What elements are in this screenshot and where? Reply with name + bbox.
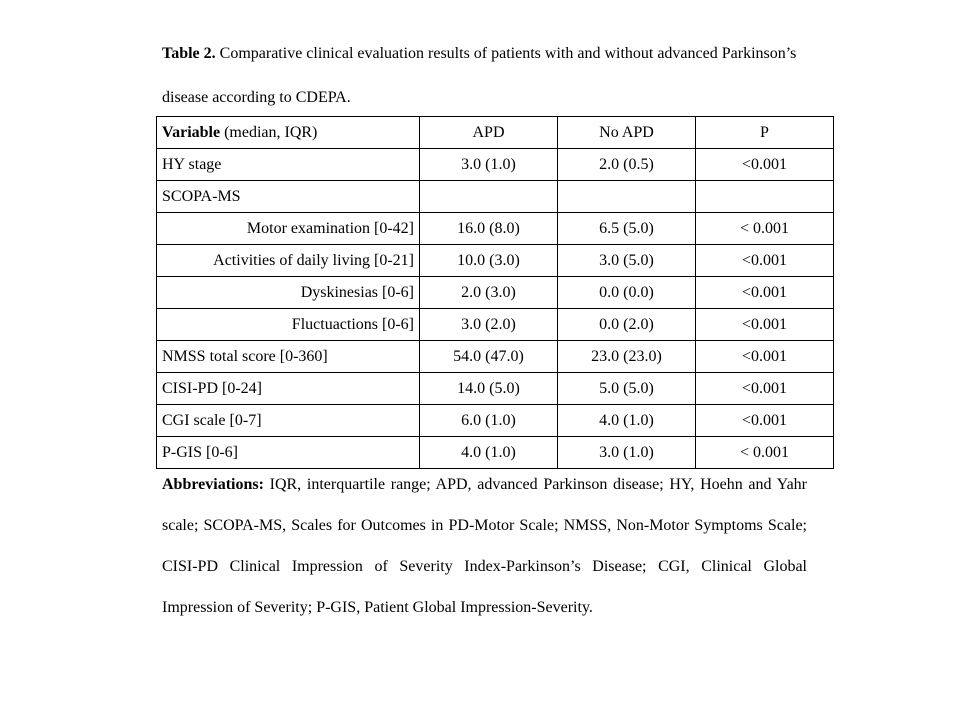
cell-apd: 6.0 (1.0): [420, 405, 558, 437]
table-row: [157, 149, 834, 181]
caption-text: Comparative clinical evaluation results of patients with and without advanced Parkinson’s disease according to CDEPA.: [162, 45, 797, 106]
row-label: NMSS total score [0-360]: [157, 341, 420, 373]
table-row: [157, 373, 834, 405]
row-label: Activities of daily living [0-21]: [157, 245, 420, 277]
cell-apd: 54.0 (47.0): [420, 341, 558, 373]
cell-apd: 14.0 (5.0): [420, 373, 558, 405]
table-row: [157, 405, 834, 437]
row-label: SCOPA-MS: [157, 181, 420, 213]
cell-no-apd: [558, 181, 696, 213]
cell-no-apd: 5.0 (5.0): [558, 373, 696, 405]
cell-no-apd: 6.5 (5.0): [558, 213, 696, 245]
abbreviations-note: [162, 464, 807, 628]
cell-p: <0.001: [696, 405, 834, 437]
cell-apd: 2.0 (3.0): [420, 277, 558, 309]
header-no-apd: No APD: [558, 117, 696, 149]
table-caption: [162, 32, 812, 120]
header-row: [157, 117, 834, 149]
cell-no-apd: 2.0 (0.5): [558, 149, 696, 181]
cell-no-apd: 0.0 (2.0): [558, 309, 696, 341]
cell-p: [696, 181, 834, 213]
row-label: Dyskinesias [0-6]: [157, 277, 420, 309]
cell-apd: 16.0 (8.0): [420, 213, 558, 245]
cell-no-apd: 23.0 (23.0): [558, 341, 696, 373]
table-row: [157, 245, 834, 277]
cell-no-apd: 4.0 (1.0): [558, 405, 696, 437]
cell-p: <0.001: [696, 277, 834, 309]
abbreviations-text: IQR, interquartile range; APD, advanced Parkinson disease; HY, Hoehn and Yahr scale; SCOPA-MS, Scales for Outcomes in PD-Motor Scale; NMSS, Non-Motor Symptoms Scale; CISI-PD Clinical Impression of Severity Index-Parkinson’s Disease; CGI, Clinical Global Impression of Severity; P-GIS, Patient Global Impression-Severity.: [162, 476, 807, 616]
header-apd: APD: [420, 117, 558, 149]
table-row: [157, 213, 834, 245]
cell-p: <0.001: [696, 149, 834, 181]
cell-no-apd: 3.0 (5.0): [558, 245, 696, 277]
table-row: [157, 277, 834, 309]
results-table: [156, 116, 834, 469]
row-label: HY stage: [157, 149, 420, 181]
cell-apd: 4.0 (1.0): [420, 437, 558, 469]
row-label: CGI scale [0-7]: [157, 405, 420, 437]
row-label: CISI-PD [0-24]: [157, 373, 420, 405]
cell-p: < 0.001: [696, 437, 834, 469]
row-label: Fluctuactions [0-6]: [157, 309, 420, 341]
cell-apd: 3.0 (1.0): [420, 149, 558, 181]
abbreviations-label: Abbreviations:: [162, 476, 264, 493]
cell-p: <0.001: [696, 245, 834, 277]
row-label: Motor examination [0-42]: [157, 213, 420, 245]
cell-apd: 3.0 (2.0): [420, 309, 558, 341]
cell-apd: [420, 181, 558, 213]
cell-no-apd: 3.0 (1.0): [558, 437, 696, 469]
cell-no-apd: 0.0 (0.0): [558, 277, 696, 309]
caption-label: Table 2.: [162, 45, 216, 62]
cell-p: <0.001: [696, 373, 834, 405]
header-variable: [157, 117, 420, 149]
table-row: [157, 181, 834, 213]
cell-p: <0.001: [696, 309, 834, 341]
header-variable-rest: (median, IQR): [220, 123, 318, 141]
cell-p: < 0.001: [696, 213, 834, 245]
header-p: P: [696, 117, 834, 149]
cell-p: <0.001: [696, 341, 834, 373]
row-label: P-GIS [0-6]: [157, 437, 420, 469]
table-row: [157, 341, 834, 373]
cell-apd: 10.0 (3.0): [420, 245, 558, 277]
table-row: [157, 309, 834, 341]
header-variable-bold: Variable: [162, 123, 221, 141]
